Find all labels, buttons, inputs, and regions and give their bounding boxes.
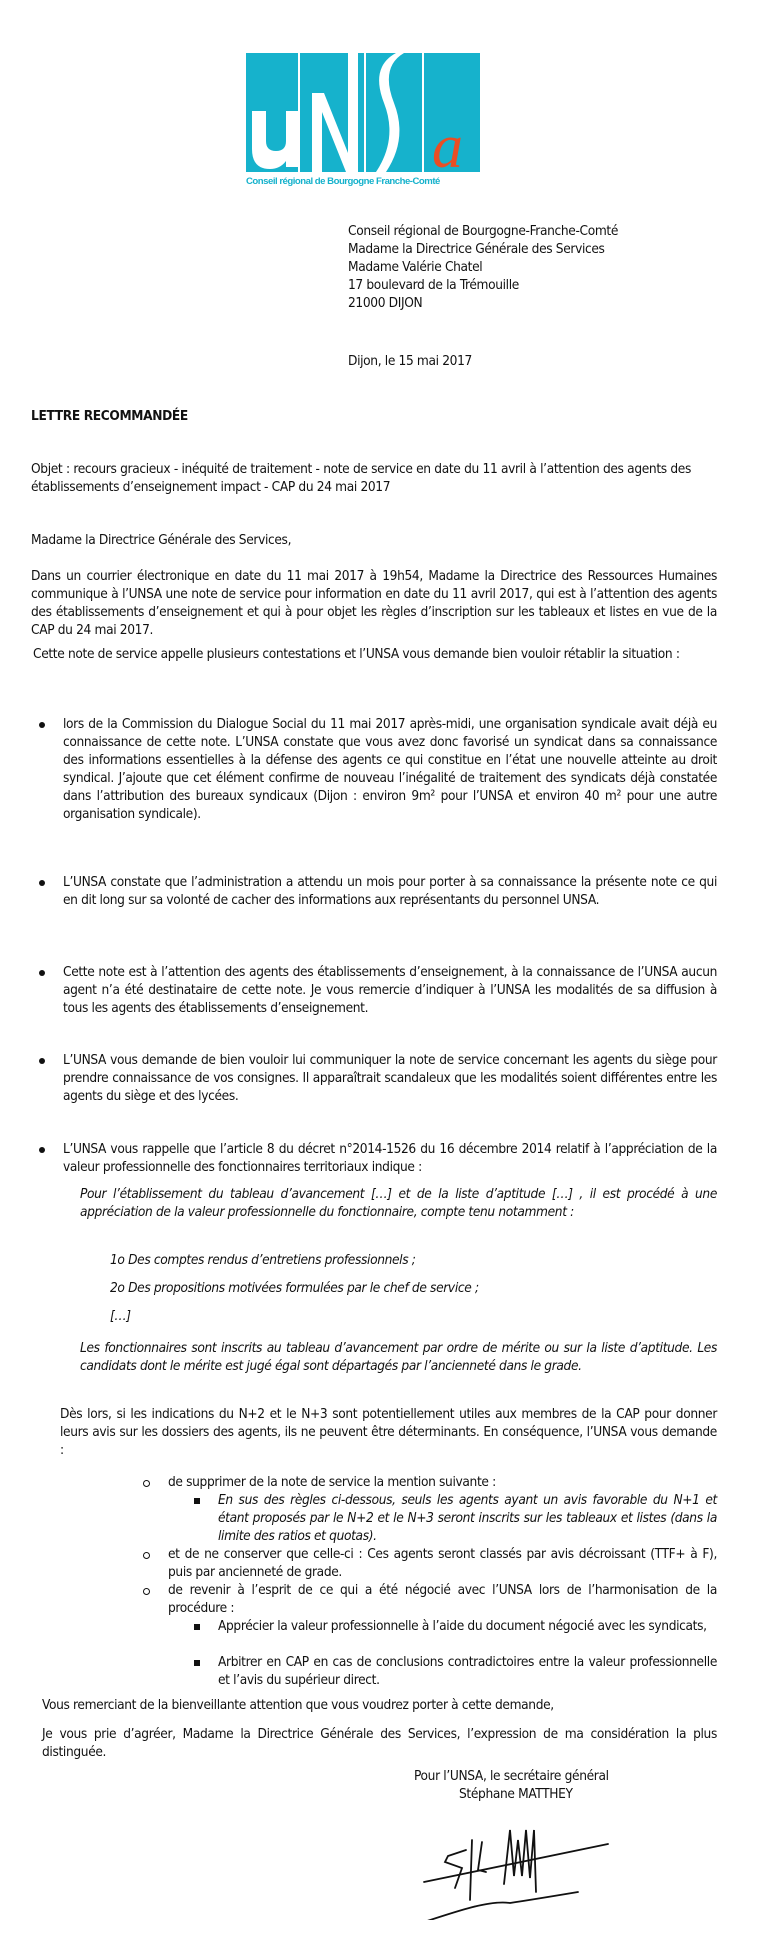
point-item: L’UNSA vous demande de bien vouloir lui communiquer la note de service concernant les agents du siège pour prendre connaissance de vos consignes. Il apparaîtrait scandaleux que les modalités soient différentes entre les agents du siège et des lycées. [63, 1052, 717, 1104]
logo-caption: Conseil régional de Bourgogne Franche-Comté [246, 176, 440, 187]
recipient-line: Madame la Directrice Générale des Services [348, 241, 605, 257]
circle-bullet-icon [143, 1552, 150, 1559]
demand-subitem: Apprécier la valeur professionnelle à l’aide du document négocié avec les syndicats, [218, 1618, 707, 1634]
intro-paragraph: Dans un courrier électronique en date du 11 mai 2017 à 19h54, Madame la Directrice des Ressources Humaines communique à l’UNSA une note de service pour information en date du 11 avril 2017, qui est à l’attention des agents des établissements d’enseignement et qui à pour objet les règles d’inscription sur les tableaux et listes en vue de la CAP du 24 mai 2017. [31, 568, 717, 638]
svg-text:a: a [432, 113, 463, 173]
recipient-line: Conseil régional de Bourgogne-Franche-Comté [348, 223, 619, 239]
point-item: Cette note est à l’attention des agents des établissements d’enseignement, à la connaissance de l’UNSA aucun agent n’a été destinataire de cette note. Je vous remercie d’indiquer à l’UNSA les modalités de sa diffusion à tous les agents des établissements d’enseignement. [63, 964, 717, 1016]
demand-item: et de ne conserver que celle-ci : Ces agents seront classés par avis décroissant (TTF+ à F), puis par ancienneté de grade. [168, 1546, 717, 1580]
demand-subitem: Arbitrer en CAP en cas de conclusions contradictoires entre la valeur professionnelle et l’avis du supérieur direct. [218, 1654, 717, 1688]
quote-intro: Pour l’établissement du tableau d’avancement […] et de la liste d’aptitude […] , il est procédé à une appréciation de la valeur professionnelle du fonctionnaire, compte tenu notamment : [80, 1186, 717, 1220]
signature-role: Pour l’UNSA, le secrétaire général [414, 1768, 609, 1784]
subject: Objet : recours gracieux - inéquité de traitement - note de service en date du 11 avril à l’attention des agents des établissements d’enseignement impact - CAP du 24 mai 2017 [31, 461, 691, 495]
circle-bullet-icon [143, 1480, 150, 1487]
closing-line: Vous remerciant de la bienveillante attention que vous voudrez porter à cette demande, [42, 1697, 554, 1713]
circle-bullet-icon [143, 1588, 150, 1595]
bullet-icon [39, 880, 45, 886]
recipient-line: 21000 DIJON [348, 295, 423, 311]
recipient-line: Madame Valérie Chatel [348, 259, 483, 275]
quote-item: […] [110, 1308, 131, 1324]
mail-type: LETTRE RECOMMANDÉE [31, 408, 188, 424]
point-item: L’UNSA vous rappelle que l’article 8 du décret n°2014-1526 du 16 décembre 2014 relatif à l’appréciation de la valeur professionnelle des fonctionnaires territoriaux indique : [63, 1141, 717, 1175]
consequence-paragraph: Dès lors, si les indications du N+2 et le N+3 sont potentiellement utiles aux membres de la CAP pour donner leurs avis sur les dossiers des agents, ils ne peuvent être déterminants. En conséquence, l’UNSA vous demande : [60, 1406, 717, 1458]
contest-paragraph: Cette note de service appelle plusieurs contestations et l’UNSA vous demande bien vouloir rétablir la situation : [33, 646, 680, 662]
point-item: L’UNSA constate que l’administration a attendu un mois pour porter à sa connaissance la présente note ce qui en dit long sur sa volonté de cacher des informations aux représentants du personnel UNSA. [63, 874, 717, 908]
square-bullet-icon [194, 1624, 200, 1630]
square-bullet-icon [194, 1660, 200, 1666]
bullet-icon [39, 722, 45, 728]
quote-conclusion: Les fonctionnaires sont inscrits au tableau d’avancement par ordre de mérite ou sur la liste d’aptitude. Les candidats dont le mérite est jugé égal sont départagés par l’ancienneté dans le grade. [80, 1340, 717, 1374]
demand-item: de revenir à l’esprit de ce qui a été négocié avec l’UNSA lors de l’harmonisation de la procédure : [168, 1582, 717, 1616]
signature-name: Stéphane MATTHEY [459, 1786, 573, 1802]
salutation: Madame la Directrice Générale des Services, [31, 532, 292, 548]
date-line: Dijon, le 15 mai 2017 [348, 353, 472, 369]
square-bullet-icon [194, 1498, 200, 1504]
recipient-line: 17 boulevard de la Trémouille [348, 277, 519, 293]
point-item: lors de la Commission du Dialogue Social du 11 mai 2017 après-midi, une organisation syndicale avait déjà eu connaissance de cette note. L’UNSA constate que vous avez donc favorisé un syndicat dans sa connaissance des informations essentielles à la défense des agents ce qui constitue en l’état une nouvelle atteinte au droit syndical. J’ajoute que cet élément confirme de nouveau l’inégalité de traitement des syndicats déjà constatée dans l’attribution des bureaux syndicaux (Dijon : environ 9m² pour l’UNSA et environ 40 m² pour une autre organisation syndicale). [63, 716, 717, 822]
demand-subitem: En sus des règles ci-dessous, seuls les agents ayant un avis favorable du N+1 et étant proposés par le N+2 et le N+3 seront inscrits sur les tableaux et listes (dans la limite des ratios et quotas). [218, 1492, 717, 1544]
bullet-icon [39, 1058, 45, 1064]
logo-letters-icon [246, 53, 484, 173]
quote-item: 2o Des propositions motivées formulées par le chef de service ; [110, 1280, 479, 1296]
closing-formula: Je vous prie d’agréer, Madame la Directrice Générale des Services, l’expression de ma considération la plus distinguée. [42, 1726, 717, 1760]
bullet-icon [39, 970, 45, 976]
handwritten-signature-icon [400, 1800, 630, 1920]
quote-item: 1o Des comptes rendus d’entretiens professionnels ; [110, 1252, 416, 1268]
unsa-logo [246, 53, 484, 189]
demand-item: de supprimer de la note de service la mention suivante : [168, 1474, 496, 1490]
bullet-icon [39, 1147, 45, 1153]
